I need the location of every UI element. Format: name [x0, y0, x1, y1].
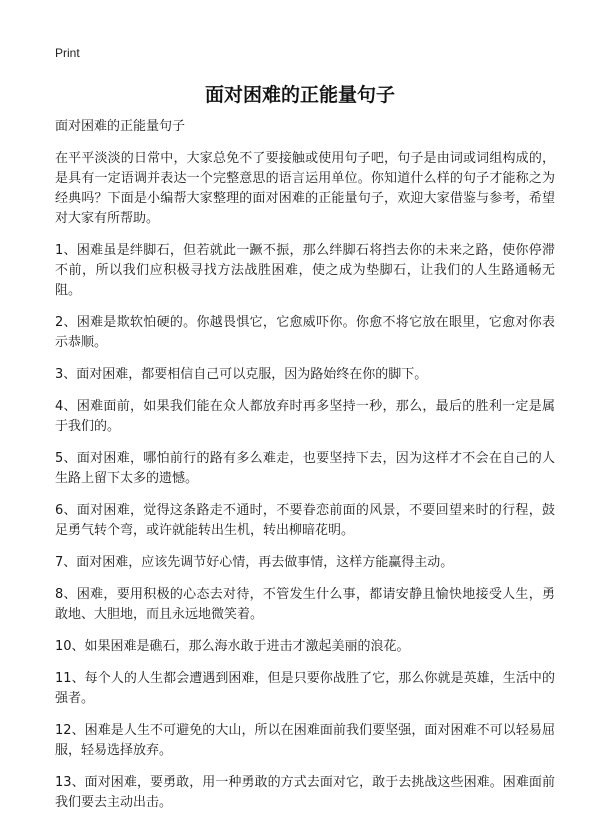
sentence-item: 3、面对困难，都要相信自己可以克服，因为路始终在你的脚下。 — [55, 367, 428, 382]
sentence-item: 7、面对困难，应该先调节好心情，再去做事情，这样方能赢得主动。 — [55, 555, 454, 570]
sentence-item: 13、面对困难，要勇敢，用一种勇敢的方式去面对它，敢于去挑战这些困难。困难面前我们要去主动出击。 — [55, 775, 555, 810]
sentence-item: 6、面对困难，觉得这条路走不通时，不要眷恋前面的风景，不要回望来时的行程，鼓足勇气转个弯，或许就能转出生机，转出柳暗花明。 — [55, 503, 555, 538]
sentence-item: 1、困难虽是绊脚石，但若就此一蹶不振，那么绊脚石将挡去你的未来之路，使你停滞不前，所以我们应积极寻找方法战胜困难，使之成为垫脚石，让我们的人生路通畅无阻。 — [55, 243, 555, 298]
sentence-item: 4、困难面前，如果我们能在众人都放弃时再多坚持一秒，那么，最后的胜利一定是属于我们的。 — [55, 399, 555, 434]
sentence-item: 5、面对困难，哪怕前行的路有多么难走，也要坚持下去，因为这样才不会在自己的人生路上留下太多的遗憾。 — [55, 451, 555, 486]
sentence-item: 10、如果困难是礁石，那么海水敢于进击才激起美丽的浪花。 — [55, 639, 410, 654]
sentence-item: 11、每个人的人生都会遭遇到困难，但是只要你战胜了它，那么你就是英雄，生活中的强者。 — [55, 671, 555, 706]
sentence-item: 8、困难，要用积极的心态去对待，不管发生什么事，都请安静且愉快地接受人生，勇敢地、大胆地，而且永远地微笑着。 — [55, 587, 555, 622]
article-subtitle: 面对困难的正能量句子 — [55, 119, 186, 134]
intro-paragraph: 在平平淡淡的日常中，大家总免不了要接触或使用句子吧，句子是由词或词组构成的，是具有一定语调并表达一个完整意思的语言运用单位。你知道什么样的句子才能称之为经典吗？下面是小编帮大家整理的面对困难的正能量句子，欢迎大家借鉴与参考，希望对大家有所帮助。 — [55, 151, 555, 226]
article-body — [55, 117, 555, 825]
sentence-item: 12、困难是人生不可避免的大山，所以在困难面前我们要坚强，面对困难不可以轻易屈服，轻易选择放弃。 — [55, 723, 555, 758]
sentence-item: 2、困难是欺软怕硬的。你越畏惧它，它愈威吓你。你愈不将它放在眼里，它愈对你表示恭顺。 — [55, 315, 555, 350]
page-title: 面对困难的正能量句子 — [204, 84, 395, 106]
print-link[interactable]: Print — [55, 46, 80, 60]
